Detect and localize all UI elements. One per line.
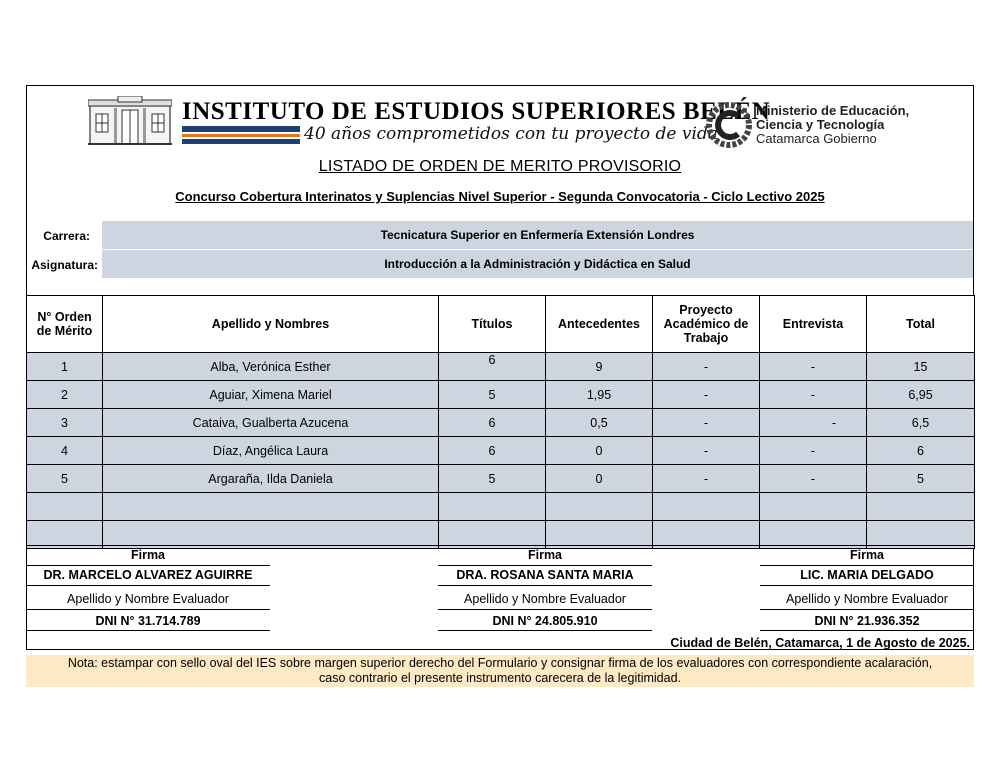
- cell-antecedentes: 0: [546, 465, 653, 493]
- cell-titulos: 5: [439, 465, 546, 493]
- evaluator-name: DRA. ROSANA SANTA MARIA: [438, 565, 652, 586]
- cell-entrevista: -: [760, 465, 867, 493]
- col-header-orden: N° Orden de Mérito: [27, 296, 103, 353]
- col-header-titulos: Títulos: [439, 296, 546, 353]
- col-header-entrevista: Entrevista: [760, 296, 867, 353]
- cell-nombre: Aguiar, Ximena Mariel: [103, 381, 439, 409]
- cell-total: 6,95: [867, 381, 975, 409]
- cell-antecedentes: 0,5: [546, 409, 653, 437]
- cell-total: 6: [867, 437, 975, 465]
- cell-proyecto: -: [653, 353, 760, 381]
- col-header-nombre: Apellido y Nombres: [103, 296, 439, 353]
- ministry-line-3: Catamarca Gobierno: [756, 131, 877, 146]
- institute-name: INSTITUTO DE ESTUDIOS SUPERIORES BELÉN: [182, 98, 771, 125]
- cell-orden: 5: [27, 465, 103, 493]
- table-row: [27, 465, 975, 493]
- cell-proyecto: -: [653, 409, 760, 437]
- cell-entrevista: -: [760, 353, 867, 381]
- page-title: LISTADO DE ORDEN DE MERITO PROVISORIO: [318, 158, 682, 175]
- col-header-total: Total: [867, 296, 975, 353]
- brand-band-navy: [182, 126, 300, 132]
- cell-nombre: Argaraña, Ilda Daniela: [103, 465, 439, 493]
- cell-titulos: 6: [439, 353, 546, 381]
- table-row: [27, 437, 975, 465]
- page-subtitle: Concurso Cobertura Interinatos y Suplencias Nivel Superior - Segunda Convocatoria - Ciclo Lectivo 2025: [175, 189, 825, 204]
- evaluator-caption: Apellido y Nombre Evaluador: [760, 586, 974, 610]
- asignatura-label: Asignatura:: [31, 258, 98, 272]
- cell-titulos: 6: [439, 437, 546, 465]
- evaluator-dni: DNI N° 24.805.910: [438, 610, 652, 631]
- cell-nombre: Díaz, Angélica Laura: [103, 437, 439, 465]
- cell-entrevista: -: [760, 437, 867, 465]
- table-row: [27, 353, 975, 381]
- cell-total: 6,5: [867, 409, 975, 437]
- cell-proyecto: -: [653, 381, 760, 409]
- signature-block-3: [760, 546, 974, 631]
- cell-proyecto: -: [653, 465, 760, 493]
- cell-antecedentes: 0: [546, 437, 653, 465]
- cell-orden: 3: [27, 409, 103, 437]
- cell-orden: 4: [27, 437, 103, 465]
- table-row: [27, 381, 975, 409]
- cell-entrevista: -: [760, 409, 867, 437]
- cell-orden: 2: [27, 381, 103, 409]
- cell-nombre: Cataiva, Gualberta Azucena: [103, 409, 439, 437]
- cell-antecedentes: 9: [546, 353, 653, 381]
- col-header-proyecto: Proyecto Académico de Trabajo: [653, 296, 760, 353]
- cell-entrevista: -: [760, 381, 867, 409]
- carrera-label: Carrera:: [43, 229, 90, 243]
- cell-nombre: Alba, Verónica Esther: [103, 353, 439, 381]
- cell-titulos: 5: [439, 381, 546, 409]
- evaluator-dni: DNI N° 21.936.352: [760, 610, 974, 631]
- evaluator-dni: DNI N° 31.714.789: [26, 610, 270, 631]
- evaluator-caption: Apellido y Nombre Evaluador: [26, 586, 270, 610]
- cell-titulos: 6: [439, 409, 546, 437]
- cell-antecedentes: 1,95: [546, 381, 653, 409]
- asignatura-value: Introducción a la Administración y Didáctica en Salud: [102, 250, 973, 278]
- brand-band-orange: [182, 134, 300, 137]
- cell-total: 5: [867, 465, 975, 493]
- merit-table: [26, 295, 975, 549]
- ministry-name: [756, 104, 909, 146]
- firma-label: Firma: [527, 548, 563, 562]
- cell-total: 15: [867, 353, 975, 381]
- table-header-row: [27, 296, 975, 353]
- ministry-line-1: Ministerio de Educación,: [756, 103, 910, 118]
- ministry-line-2: Ciencia y Tecnología: [756, 117, 885, 132]
- signature-block-1: [26, 546, 270, 631]
- evaluator-name: DR. MARCELO ALVAREZ AGUIRRE: [26, 565, 270, 586]
- brand-band-navy-2: [182, 139, 300, 144]
- footer-note: [26, 655, 974, 687]
- col-header-antecedentes: Antecedentes: [546, 296, 653, 353]
- footer-note-line-1: Nota: estampar con sello oval del IES sobre margen superior derecho del Formulario y consignar firma de los evaluadores con correspondiente acalaración,: [67, 656, 933, 670]
- carrera-value: Tecnicatura Superior en Enfermería Extensión Londres: [102, 221, 973, 249]
- evaluator-caption: Apellido y Nombre Evaluador: [438, 586, 652, 610]
- ministry-logo: [706, 102, 752, 148]
- firma-label: Firma: [130, 548, 166, 562]
- cell-proyecto: -: [653, 437, 760, 465]
- firma-label: Firma: [849, 548, 885, 562]
- cell-orden: 1: [27, 353, 103, 381]
- signature-block-2: [438, 546, 652, 631]
- institute-slogan: 40 años comprometidos con tu proyecto de vida: [304, 124, 718, 144]
- place-date: Ciudad de Belén, Catamarca, 1 de Agosto de 2025.: [670, 636, 970, 650]
- table-row-empty: [27, 493, 975, 521]
- footer-note-line-2: caso contrario el presente instrumento carecera de la legitimidad.: [319, 671, 681, 685]
- institute-building-logo: [88, 96, 172, 148]
- table-row: [27, 409, 975, 437]
- evaluator-name: LIC. MARIA DELGADO: [760, 565, 974, 586]
